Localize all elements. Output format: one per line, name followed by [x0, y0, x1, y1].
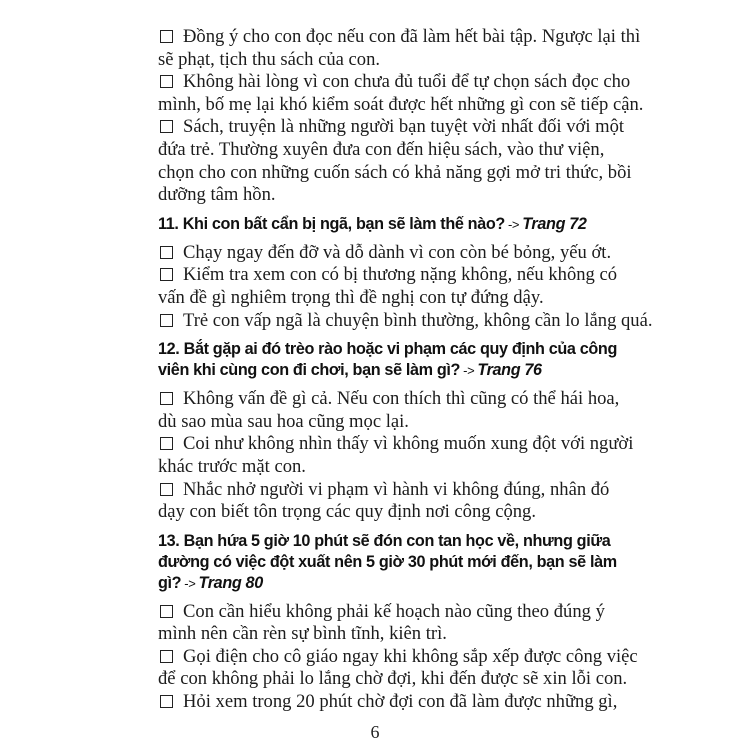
option-line — [158, 116, 625, 139]
option-text: Hỏi xem trong 20 phút chờ đợi con đã làm được những gì, — [183, 691, 618, 713]
option-line — [158, 26, 641, 49]
answer-option — [158, 601, 604, 646]
option-line — [158, 411, 604, 434]
answer-option — [158, 433, 634, 478]
checkbox[interactable] — [160, 650, 173, 663]
page-reference: Trang 80 — [198, 573, 263, 592]
option-line — [158, 49, 604, 72]
option-line — [158, 433, 634, 456]
option-line — [158, 93, 644, 117]
option-line — [158, 139, 604, 162]
question-text: 13. Bạn hứa 5 giờ 10 phút sẽ đón con tan học về, nhưng giữa — [158, 531, 611, 550]
option-line — [158, 309, 653, 333]
question-line — [158, 339, 617, 360]
arrow-icon: -> — [184, 575, 196, 591]
option-line — [158, 645, 638, 669]
question-line — [158, 360, 604, 381]
option-text: khác trước mặt con. — [158, 455, 306, 477]
option-text: Con cần hiểu không phải kế hoạch nào cũng theo đúng ý — [183, 600, 605, 622]
option-line — [158, 456, 604, 479]
option-text: chọn cho con những cuốn sách có khả năng gợi mở tri thức, bồi — [158, 161, 632, 183]
option-line — [158, 668, 628, 691]
option-text: Coi như không nhìn thấy vì không muốn xung đột với người — [183, 433, 634, 455]
option-text: Trẻ con vấp ngã là chuyện bình thường, không cần lo lắng quá. — [183, 309, 653, 331]
option-line — [158, 264, 618, 287]
option-line — [158, 241, 612, 265]
question-text: đường có việc đột xuất nên 5 giờ 30 phút mới đến, bạn sẽ làm — [158, 552, 617, 571]
question-heading — [158, 531, 617, 594]
option-text: đứa trẻ. Thường xuyên đưa con đến hiệu sách, vào thư viện, — [158, 138, 605, 160]
option-text: mình nên cần rèn sự bình tĩnh, kiên trì. — [158, 623, 447, 645]
question-line — [158, 214, 604, 235]
option-text: Sách, truyện là những người bạn tuyệt vời nhất đối với một — [183, 116, 625, 138]
answer-option — [158, 71, 644, 116]
option-text: sẽ phạt, tịch thu sách của con. — [158, 48, 381, 70]
answer-option — [158, 309, 653, 333]
question-text: gì? — [158, 573, 182, 592]
option-text: Kiểm tra xem con có bị thương nặng không, nếu không có — [183, 264, 618, 286]
option-line — [158, 601, 604, 624]
answer-option — [158, 388, 620, 433]
option-line — [158, 691, 618, 714]
option-text: Đồng ý cho con đọc nếu con đã làm hết bài tập. Ngược lại thì — [183, 26, 641, 47]
option-line — [158, 161, 632, 185]
checkbox[interactable] — [160, 605, 173, 618]
option-text: Nhắc nhở người vi phạm vì hành vi không đúng, nhân đó — [183, 478, 610, 500]
checkbox[interactable] — [160, 75, 173, 88]
page-reference: Trang 76 — [477, 361, 542, 380]
question-heading — [158, 214, 604, 235]
answer-option — [158, 241, 612, 265]
page-content — [158, 26, 653, 714]
option-text: Không hài lòng vì con chưa đủ tuổi để tự chọn sách đọc cho — [183, 71, 631, 93]
option-text: dạy con biết tôn trọng các quy định nơi công cộng. — [158, 501, 537, 523]
page-reference: Trang 72 — [522, 214, 587, 233]
question-text: viên khi cùng con đi chơi, bạn sẽ làm gì? — [158, 361, 461, 380]
arrow-icon: -> — [507, 216, 520, 232]
question-line — [158, 531, 611, 552]
answer-option — [158, 264, 618, 309]
option-text: mình, bố mẹ lại khó kiểm soát được hết những gì con sẽ tiếp cận. — [158, 93, 644, 115]
question-text: 12. Bắt gặp ai đó trèo rào hoặc vi phạm các quy định của công — [158, 340, 617, 359]
option-text: Chạy ngay đến đỡ và dỗ dành vì con còn bé bỏng, yếu ớt. — [183, 241, 612, 263]
checkbox[interactable] — [160, 392, 173, 405]
question-line — [158, 552, 617, 573]
option-line — [158, 287, 604, 310]
option-line — [158, 184, 604, 207]
option-text: Gọi điện cho cô giáo ngay khi không sắp xếp được công việc — [183, 645, 638, 667]
option-line — [158, 71, 631, 94]
arrow-icon: -> — [463, 363, 475, 379]
checkbox[interactable] — [160, 120, 173, 133]
checkbox[interactable] — [160, 695, 173, 708]
option-text: vấn đề gì nghiêm trọng thì đề nghị con tự đứng dậy. — [158, 286, 544, 308]
answer-option — [158, 691, 618, 714]
option-text: Không vấn đề gì cả. Nếu con thích thì cũng có thể hái hoa, — [183, 388, 620, 410]
question-heading — [158, 339, 617, 381]
answer-option — [158, 26, 641, 71]
option-line — [158, 388, 620, 411]
option-text: dù sao mùa sau hoa cũng mọc lại. — [158, 410, 409, 432]
checkbox[interactable] — [160, 483, 173, 496]
answer-option — [158, 478, 610, 524]
checkbox[interactable] — [160, 268, 173, 281]
checkbox[interactable] — [160, 30, 173, 43]
page-number: 6 — [370, 722, 380, 742]
question-line — [158, 573, 604, 594]
option-text: để con không phải lo lắng chờ đợi, khi đến được sẽ xin lỗi con. — [158, 668, 628, 690]
question-text: 11. Khi con bất cẩn bị ngã, bạn sẽ làm thế nào? — [158, 214, 505, 233]
option-line — [158, 478, 610, 502]
option-line — [158, 501, 604, 524]
answer-option — [158, 645, 638, 691]
checkbox[interactable] — [160, 246, 173, 259]
checkbox[interactable] — [160, 314, 173, 327]
checkbox[interactable] — [160, 437, 173, 450]
option-text: dưỡng tâm hồn. — [158, 184, 276, 206]
option-line — [158, 623, 604, 646]
answer-option — [158, 116, 632, 206]
